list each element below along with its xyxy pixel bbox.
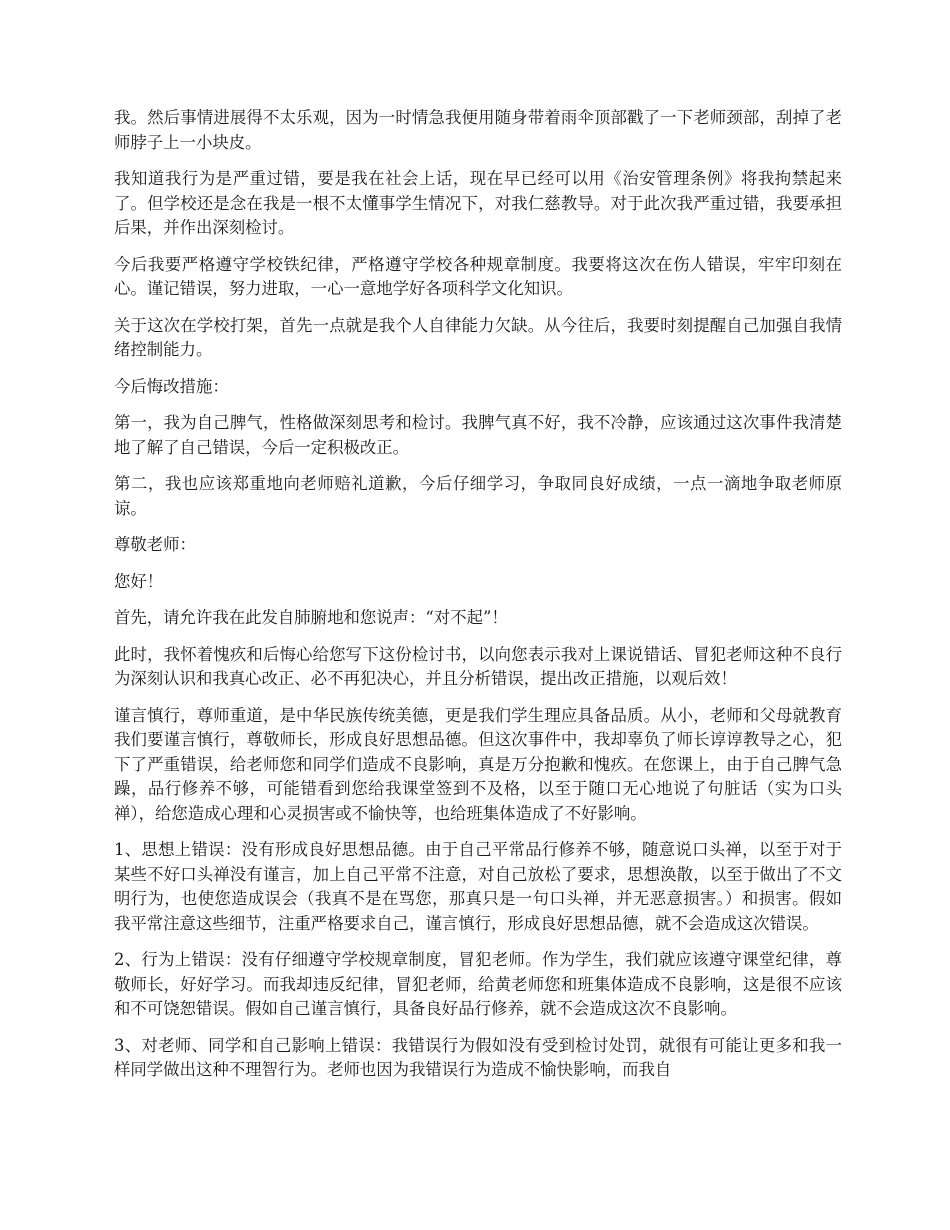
paragraph: 1、思想上错误：没有形成良好思想品德。由于自己平常品行修养不够，随意说口头禅，以至于对于某些不好口头禅没有谨言，加上自己平常不注意，对自己放松了要求，思想涣散，以至于做出了不文明行为，也使您造成误会（我真不是在骂您，那真只是一句口头禅，并无恶意损害。）和损害。假如我平常注意这些细节，注重严格要求自己，谨言慎行，形成良好思想品德，就不会造成这次错误。 <box>114 840 842 933</box>
paragraph: 第二，我也应该郑重地向老师赔礼道歉，今后仔细学习，争取同良好成绩，一点一滴地争取老师原谅。 <box>114 474 842 518</box>
document-body <box>114 106 842 1095</box>
greeting: 您好！ <box>114 571 164 591</box>
paragraph: 关于这次在学校打架，首先一点就是我个人自律能力欠缺。从今往后，我要时刻提醒自己加强自我情绪控制能力。 <box>114 315 842 359</box>
paragraph: 我。然后事情进展得不太乐观，因为一时情急我便用随身带着雨伞顶部戳了一下老师颈部，刮掉了老师脖子上一小块皮。 <box>114 108 842 152</box>
paragraph: 3、对老师、同学和自己影响上错误：我错误行为假如没有受到检讨处罚，就很有可能让更多和我一样同学做出这种不理智行为。老师也因为我错误行为造成不愉快影响，而我自 <box>114 1035 842 1079</box>
salutation: 尊敬老师： <box>114 535 196 554</box>
paragraph: 我知道我行为是严重过错，要是我在社会上话，现在早已经可以用《治安管理条例》将我拘禁起来了。但学校还是念在我是一根不太懂事学生情况下，对我仁慈教导。对于此次我严重过错，我要承担后果，并作出深刻检讨。 <box>114 169 842 237</box>
paragraph: 谨言慎行，尊师重道，是中华民族传统美德，更是我们学生理应具备品质。从小，老师和父母就教育我们要谨言慎行，尊敬师长，形成良好思想品德。但这次事件中，我却辜负了师长谆谆教导之心，犯下了严重错误，给老师您和同学们造成不良影响，真是万分抱歉和愧疚。在您课上，由于自己脾气急躁，品行修养不够，可能错看到您给我课堂签到不及格，以至于随口无心地说了句脏话（实为口头禅），给您造成心理和心灵损害或不愉快等，也给班集体造成了不好影响。 <box>114 705 842 823</box>
paragraph: 2、行为上错误：没有仔细遵守学校规章制度，冒犯老师。作为学生，我们就应该遵守课堂纪律，尊敬师长，好好学习。而我却违反纪律，冒犯老师，给黄老师您和班集体造成不良影响，这是很不应该和不可饶恕错误。假如自己谨言慎行，具备良好品行修养，就不会造成这次不良影响。 <box>114 950 842 1018</box>
paragraph: 第一，我为自己脾气，性格做深刻思考和检讨。我脾气真不好，我不冷静，应该通过这次事件我清楚地了解了自己错误，今后一定积极改正。 <box>114 413 842 457</box>
paragraph: 此时，我怀着愧疚和后悔心给您写下这份检讨书，以向您表示我对上课说错话、冒犯老师这种不良行为深刻认识和我真心改正、必不再犯决心，并且分析错误，提出改正措施，以观后效！ <box>114 644 842 688</box>
paragraph: 首先，请允许我在此发自肺腑地和您说声：“对不起”！ <box>114 608 508 627</box>
section-heading: 今后悔改措施： <box>114 376 229 396</box>
paragraph: 今后我要严格遵守学校铁纪律，严格遵守学校各种规章制度。我要将这次在伤人错误，牢牢印刻在心。谨记错误，努力进取，一心一意地学好各项科学文化知识。 <box>114 254 842 298</box>
